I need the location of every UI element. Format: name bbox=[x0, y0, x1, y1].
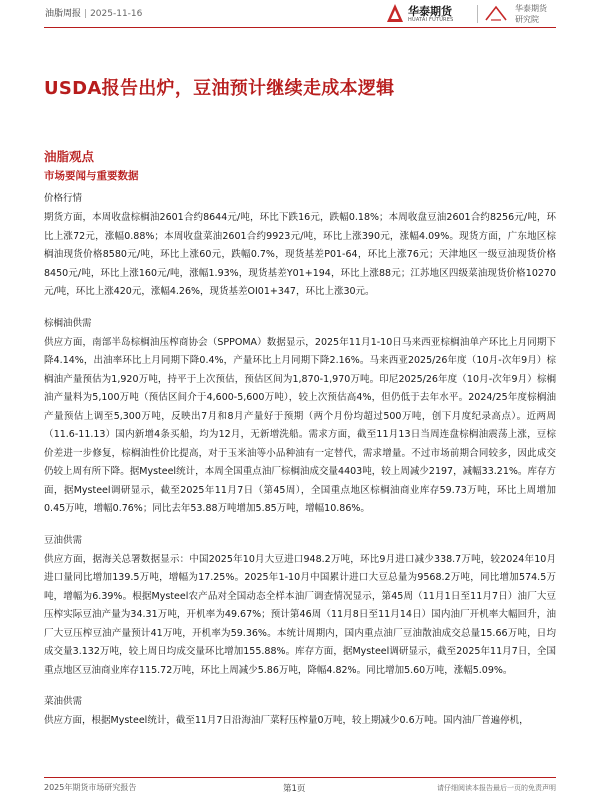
logo-name-en: HUATAI FUTURES bbox=[408, 17, 454, 23]
block-text-rapeseed: 供应方面，根据Mysteel统计，截至11月7日沿海油厂菜籽压榨量0万吨，较上期减少0.6万吨。国内油厂普遍停机， bbox=[44, 715, 529, 726]
report-body bbox=[44, 148, 556, 731]
report-meta bbox=[45, 6, 142, 19]
meta-separator: | bbox=[84, 9, 88, 19]
page-header bbox=[0, 0, 600, 30]
institute-line-2: 研究院 bbox=[515, 15, 539, 24]
block-label-soy: 豆油供需 bbox=[44, 534, 83, 546]
block-text-soy: 供应方面，据海关总署数据显示：中国2025年10月大豆进口948.2万吨，环比9月进口减少338.7万吨，较2024年10月进口量同比增加139.5万吨，增幅为17.25%。2025年1-10月中国累计进口大豆总量为9568.2万吨，同比增加574.5万吨，增幅为6.39%。根据Mysteel农产品对全国动态全样本油厂调查情况显示，第45周（11月1日至11月7日）油厂大豆压榨实际豆油产量为34.31万吨，开机率为49.67%；预计第46周（11月8日至11月14日）国内油厂开机率大幅回升，油厂大豆压榨豆油产量预计41万吨，开机率为59.36%。本统计周期内，国内重点油厂豆油散油成交总量15.66万吨，日均成交量3.132万吨，较上周日均成交量环比增加155.88%。库存方面，据Mysteel调研显示，截至2025年11月7日，全国重点地区豆油商业库存115.72万吨，环比上周减少5.86万吨，降幅4.82%。同比增加5.60万吨，涨幅5.09%。 bbox=[44, 553, 556, 676]
logo-divider bbox=[477, 5, 478, 23]
disclaimer-note: 请仔细阅读本报告最后一页的免责声明 bbox=[437, 784, 556, 792]
institute-logo-icon bbox=[485, 5, 507, 21]
block-text-price: 期货方面，本周收盘棕榈油2601合约8644元/吨，环比下跌16元，跌幅0.18%；本周收盘豆油2601合约8256元/吨，环比上涨72元，涨幅0.88%；本周收盘菜油2601合约9923元/吨，环比上涨390元，涨幅4.09%。现货方面，广东地区棕榈油现货价格8580元/吨，环比上涨60元，跌幅0.7%，现货基差P01-64，环比上涨76元；天津地区一级豆油现货价格8450元/吨，环比上涨160元/吨，涨幅1.93%，现货基差Y01+194，环比上涨88元；江苏地区四级菜油现货价格10270元/吨，环比上涨420元，涨幅4.26%，现货基差OI01+347，环比上涨30元。 bbox=[44, 212, 556, 297]
footer-rule bbox=[44, 777, 556, 778]
section-subheading: 市场要闻与重要数据 bbox=[44, 170, 139, 182]
block-label-rapeseed: 菜油供需 bbox=[44, 696, 83, 707]
huatai-logo-icon bbox=[387, 4, 403, 22]
block-label-price: 价格行情 bbox=[44, 193, 83, 204]
institute-line-1: 华泰期货 bbox=[515, 4, 547, 13]
footer-report-name: 2025年期货市场研究报告 bbox=[44, 783, 137, 792]
report-title: USDA报告出炉，豆油预计继续走成本逻辑 bbox=[44, 78, 395, 99]
block-text-palm: 供应方面，南部半岛棕榈油压榨商协会（SPPOMA）数据显示，2025年11月1-10日马来西亚棕榈油单产环比上月同期下降4.14%，出油率环比上月同期下降0.4%，产量环比上月同期下降2.16%。马来西亚2025/26年度（10月-次年9月）棕榈油产量预估为1,920万吨，持平于上次预估，预估区间为1,870-1,970万吨。印尼2025/26年度（10月-次年9月）棕榈油产量料为5,100万吨（预估区间介于4,600-5,600万吨），较上次预估高4%，但仍低于去年水平。2024/25年度棕榈油产量预估上调至5,300万吨，反映出7月和8月产量好于预期（两个月份均超过500万吨，创下月度纪录高点）。近两周（11.6-11.13）国内新增4条买船，均为12月，无新增洗船。需求方面，截至11月13日当周连盘棕榈油震荡上涨，豆棕价差进一步修复，棕榈油性价比提高，对于玉米油等小品种油有一定替代，需求增量。不过市场前期合同较多，因此成交仍较上周有所下降。据Mysteel统计，本周全国重点油厂棕榈油成交量4403吨，较上周减少2197，减幅33.21%。库存方面，据Mysteel调研显示，截至2025年11月7日（第45周），全国重点地区棕榈油商业库存59.73万吨，环比上周增加0.45万吨，增幅0.76%；同比去年53.88万吨增加5.85万吨，增幅10.86%。 bbox=[44, 336, 556, 514]
header-rule bbox=[44, 27, 556, 28]
block-label-palm: 棕榈油供需 bbox=[44, 317, 92, 329]
section-heading: 油脂观点 bbox=[44, 149, 95, 164]
report-date: 2025-11-16 bbox=[90, 9, 143, 19]
logo-name-cn: 华泰期货 bbox=[408, 5, 452, 18]
page-number: 第1页 bbox=[283, 784, 306, 794]
report-type: 油脂周报 bbox=[45, 9, 82, 19]
